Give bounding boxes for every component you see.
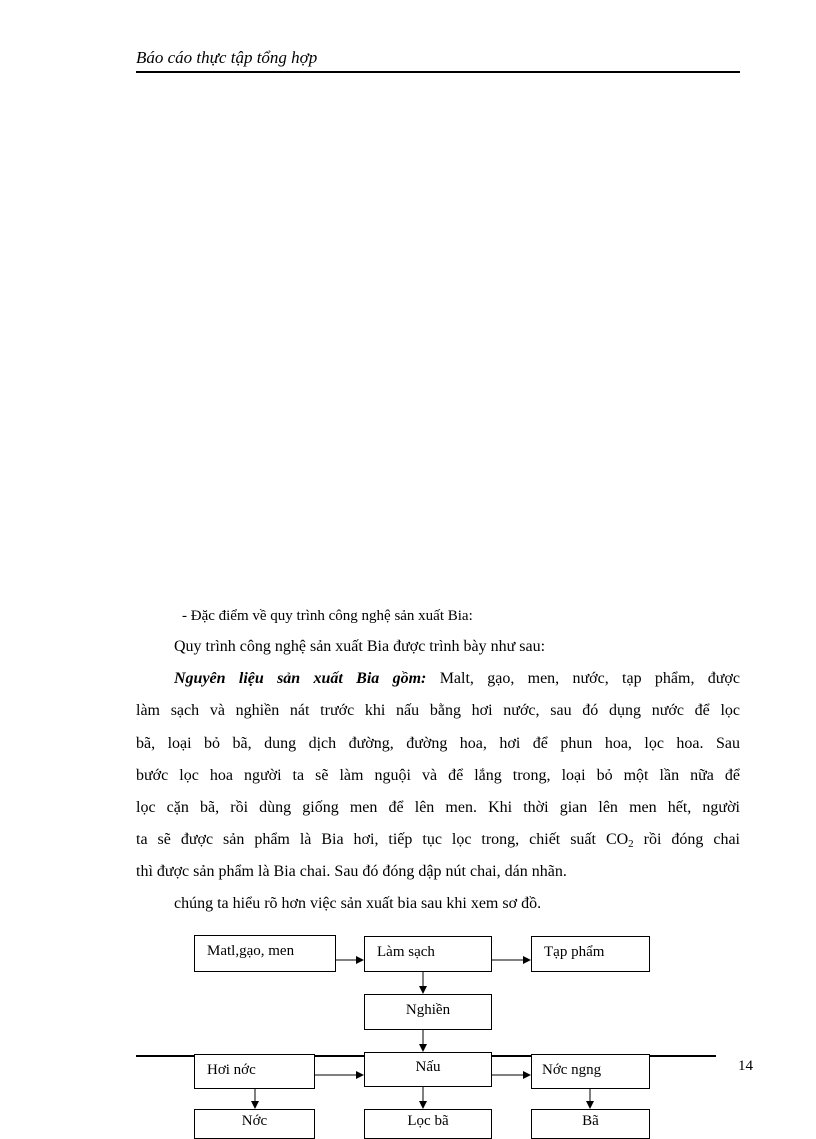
page-number: 14 [738,1058,753,1074]
body-line-1-text: Malt, gạo, men, nước, tạp phẩm, được [426,670,740,687]
box-nuoc-ngung: Nớc ngng [531,1054,650,1089]
section-subheading: - Đặc điểm về quy trình công nghệ sản xuất Bia: [182,608,473,624]
co2-subscript: 2 [628,838,634,850]
body-line-4: bước lọc hoa người ta sẽ làm nguội và để lắng trong, loại bỏ một lần nữa để [136,767,740,784]
box-nuoc-bottom: Nớc [194,1109,315,1139]
body-line-2: làm sạch và nghiền nát trước khi nấu bằng hơi nước, sau đó dụng nước để lọc [136,702,740,719]
header-title: Báo cáo thực tập tổng hợp [136,48,318,67]
intro-paragraph: Quy trình công nghệ sản xuất Bia được trình bày như sau: [174,638,546,655]
box-nau: Nấu [364,1052,492,1087]
box-hoi-nuoc: Hơi nớc [194,1054,315,1089]
body-line-3: bã, loại bỏ bã, dung dịch đường, đường hoa, hơi để phun hoa, lọc hoa. Sau [136,735,740,752]
box-ba: Bã [531,1109,650,1139]
box-tap-pham: Tạp phẩm [531,936,650,972]
body-line-5: lọc cặn bã, rồi dùng giống men để lên men. Khi thời gian lên men hết, người [136,799,740,816]
closing-sentence: chúng ta hiểu rõ hơn việc sản xuất bia sau khi xem sơ đồ. [174,895,542,912]
box-nghien: Nghiền [364,994,492,1030]
body-line-6-end: rồi đóng chai [633,831,740,848]
box-loc-ba: Lọc bã [364,1109,492,1139]
box-matl: Matl,gạo, men [194,935,336,972]
body-line-7: thì được sản phẩm là Bia chai. Sau đó đóng dập nút chai, dán nhãn. [136,863,567,880]
lead-phrase: Nguyên liệu sản xuất Bia gồm: [174,670,427,687]
box-lam-sach: Làm sạch [364,936,492,972]
body-line-6-start: ta sẽ được sản phẩm là Bia hơi, tiếp tục lọc trong, chiết suất CO [136,831,629,848]
